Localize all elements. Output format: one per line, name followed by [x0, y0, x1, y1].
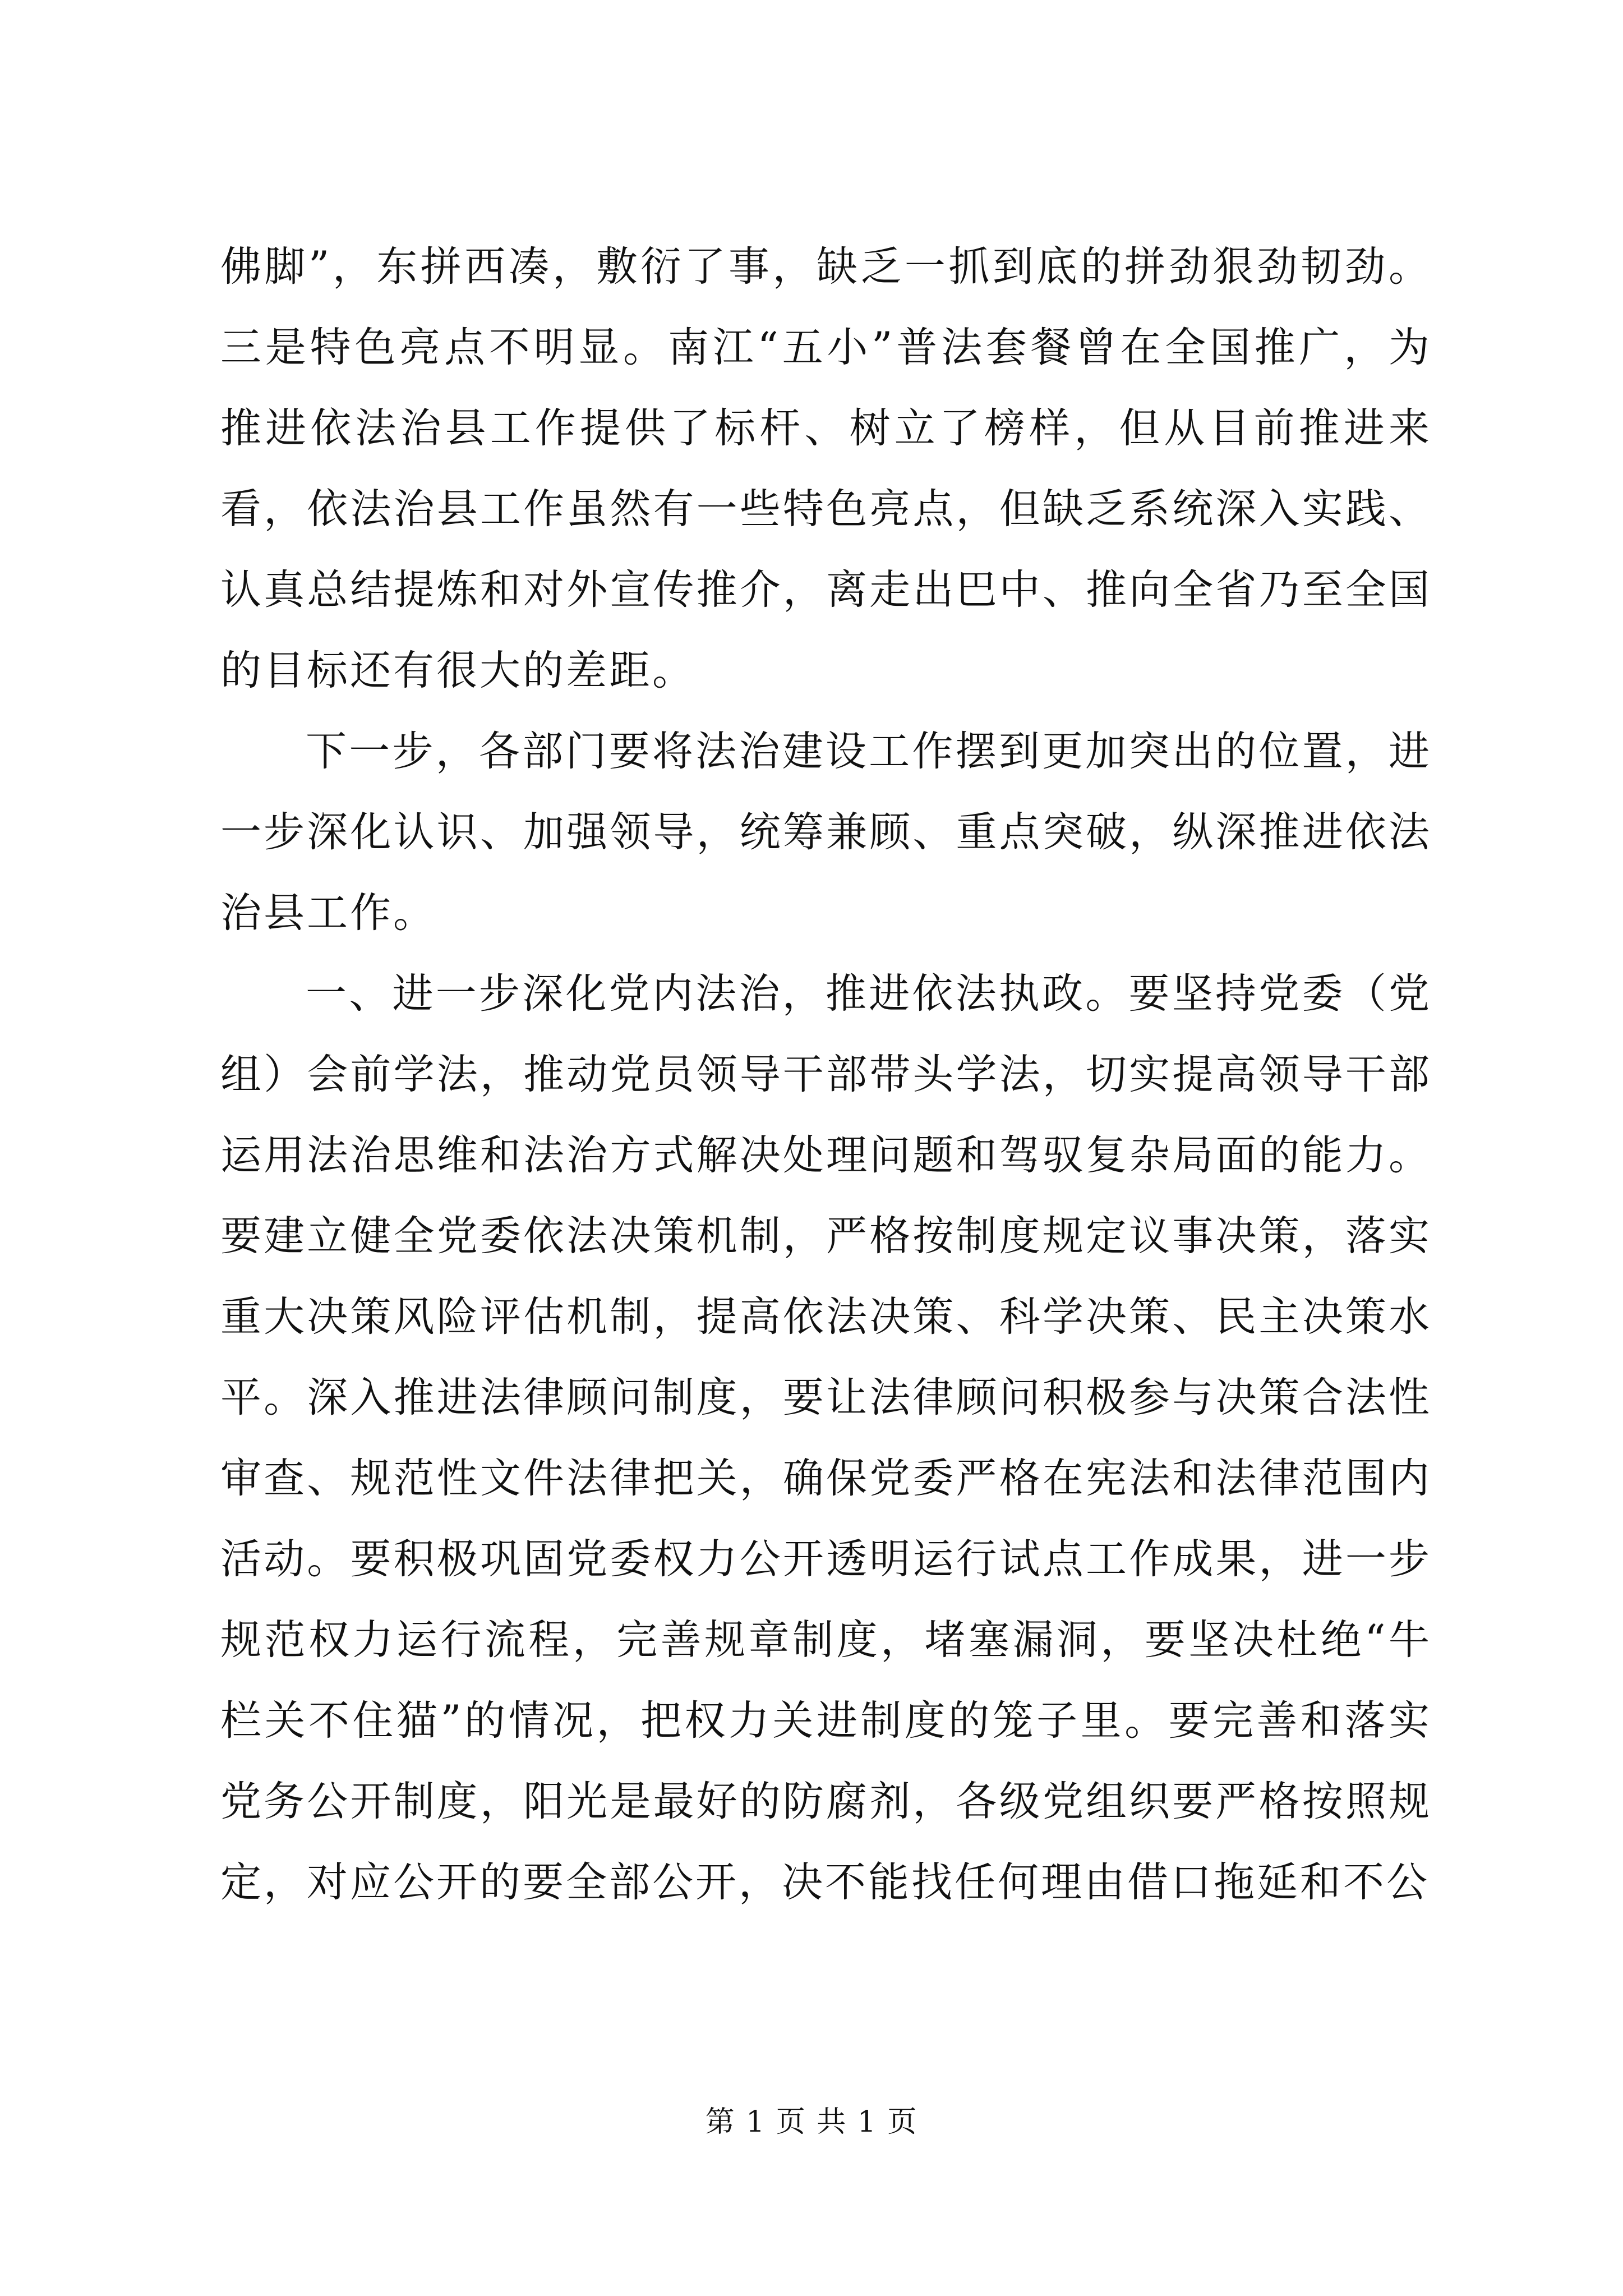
- paragraph-problem-summary: 佛脚”，东拼西凑，敷衍了事，缺乏一抓到底的拼劲狠劲韧劲。三是特色亮点不明显。南江“五小”普法套餐曾在全国推广，为推进依法治县工作提供了标杆、树立了榜样，但从目前推进来看，依法治县工作虽然有一些特色亮点，但缺乏系统深入实践、认真总结提炼和对外宣传推介，离走出巴中、推向全省乃至全国的目标还有很大的差距。: [220, 243, 1432, 694]
- page-footer: 第 1 页 共 1 页: [705, 2105, 918, 2139]
- paragraph-section-one: 一、进一步深化党内法治，推进依法执政。要坚持党委（党组）会前学法，推动党员领导干部带头学法，切实提高领导干部运用法治思维和法治方式解决处理问题和驾驭复杂局面的能力。要建立健全党委依法决策机制，严格按制度规定议事决策，落实重大决策风险评估机制，提高依法决策、科学决策、民主决策水平。深入推进法律顾问制度，要让法律顾问积极参与决策合法性审查、规范性文件法律把关，确保党委严格在宪法和法律范围内活动。要积极巩固党委权力公开透明运行试点工作成果，进一步规范权力运行流程，完善规章制度，堵塞漏洞，要坚决杜绝“牛栏关不住猫”的情况，把权力关进制度的笼子里。要完善和落实党务公开制度，阳光是最好的防腐剂，各级党组织要严格按照规定，对应公开的要全部公开，决不能找任何理由借口拖延和不公: [220, 970, 1432, 1906]
- document-body: [220, 227, 1432, 1923]
- paragraph-next-steps: 下一步，各部门要将法治建设工作摆到更加突出的位置，进一步深化认识、加强领导，统筹兼顾、重点突破，纵深推进依法治县工作。: [220, 728, 1432, 937]
